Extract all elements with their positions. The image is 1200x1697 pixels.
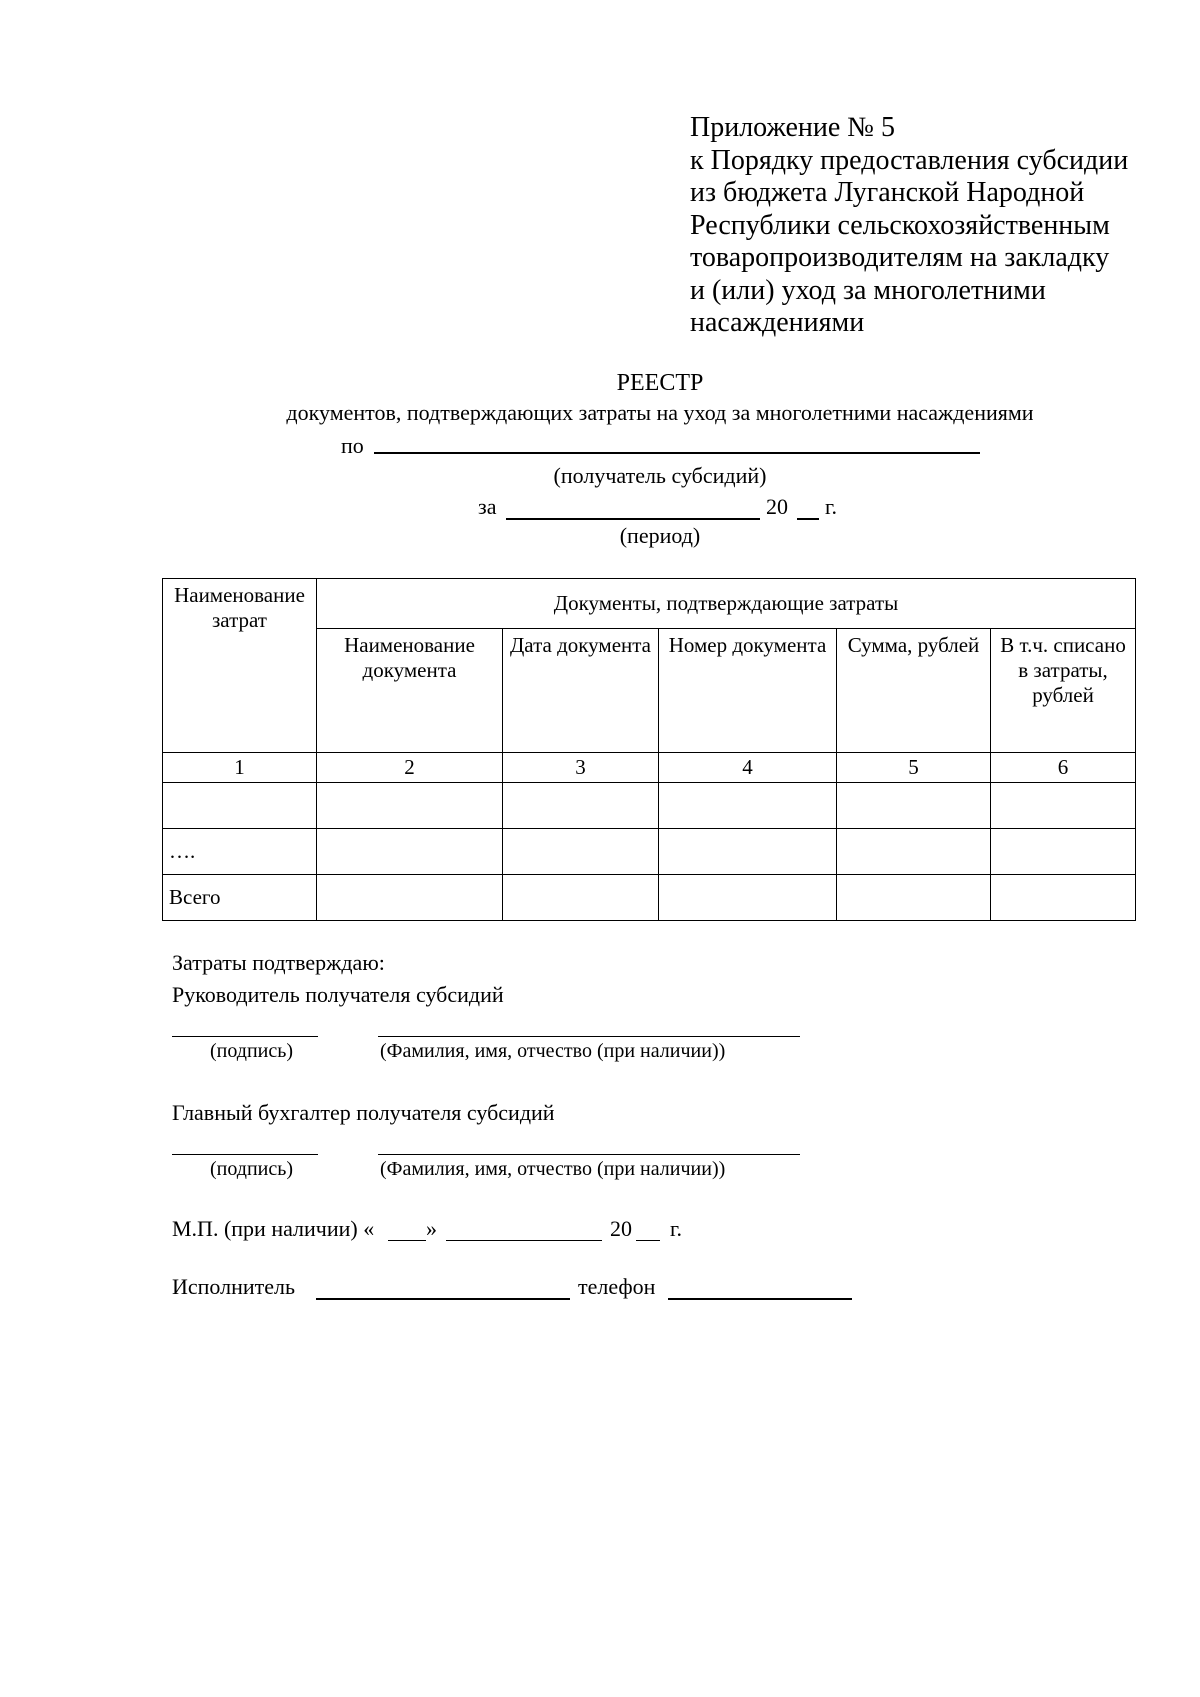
table-cell[interactable] [659, 783, 837, 829]
subheader-sum: Сумма, рублей [837, 629, 991, 753]
subheader-doc-number: Номер документа [659, 629, 837, 753]
document-subtitle: документов, подтверждающих затраты на уход за многолетними насаждениями [286, 400, 1034, 425]
name-caption: (Фамилия, имя, отчество (при наличии)) [380, 1040, 726, 1062]
accountant-name-line[interactable] [378, 1154, 800, 1155]
year-line[interactable] [797, 518, 819, 520]
period-caption: (период) [619, 523, 701, 548]
column-number-row [163, 753, 1136, 783]
table-cell[interactable] [503, 783, 659, 829]
table-cell[interactable] [659, 829, 837, 875]
accountant-title: Главный бухгалтер получателя субсидий [172, 1100, 555, 1125]
sign-caption: (подпись) [210, 1040, 294, 1062]
column-number: 2 [317, 753, 503, 783]
document-title: РЕЕСТР [616, 370, 704, 396]
year-prefix: 20 [766, 494, 788, 519]
year-suffix: г. [825, 494, 838, 519]
recipient-caption: (получатель субсидий) [553, 463, 767, 488]
stamp-close: » [426, 1216, 437, 1241]
subheader-doc-date: Дата документа [503, 629, 659, 753]
appendix-line: из бюджета Луганской Народной [690, 177, 1085, 208]
header-row [163, 579, 1136, 629]
za-label: за [478, 494, 497, 519]
column-number: 4 [659, 753, 837, 783]
confirm-label: Затраты подтверждаю: [172, 950, 385, 975]
stamp-month-line[interactable] [446, 1240, 602, 1241]
col1-header: Наименование затрат [163, 579, 317, 753]
table-cell[interactable] [317, 829, 503, 875]
table-cell[interactable] [503, 829, 659, 875]
column-number: 1 [163, 753, 317, 783]
appendix-line: товаропроизводителям на закладку [690, 242, 1110, 273]
stamp-prefix: М.П. (при наличии) « [172, 1216, 375, 1241]
head-signature-line[interactable] [172, 1036, 318, 1037]
column-number: 5 [837, 753, 991, 783]
table-cell[interactable] [837, 875, 991, 921]
appendix-heading [690, 112, 1170, 340]
table-cell[interactable] [837, 829, 991, 875]
table-row [163, 829, 1136, 875]
phone-line[interactable] [668, 1298, 852, 1300]
table-cell[interactable] [991, 875, 1136, 921]
stamp-suffix: г. [670, 1216, 683, 1241]
subheader-doc-name: Наименование документа [317, 629, 503, 753]
table-cell[interactable] [317, 875, 503, 921]
column-number: 3 [503, 753, 659, 783]
table-cell[interactable] [317, 783, 503, 829]
stamp-year: 20 [610, 1216, 632, 1241]
table-cell[interactable] [659, 875, 837, 921]
appendix-line: Приложение № 5 [690, 112, 895, 143]
table-row-total [163, 875, 1136, 921]
executor-line[interactable] [316, 1298, 570, 1300]
table-cell[interactable] [837, 783, 991, 829]
group-header: Документы, подтверждающие затраты [317, 579, 1136, 629]
row-label[interactable]: …. [163, 829, 317, 875]
stamp-year-line[interactable] [636, 1240, 660, 1241]
appendix-line: насаждениями [690, 307, 865, 338]
registry-table [162, 578, 1136, 921]
sign-caption: (подпись) [210, 1158, 294, 1180]
row-label[interactable] [163, 783, 317, 829]
recipient-line[interactable] [374, 452, 980, 454]
stamp-day-line[interactable] [388, 1240, 426, 1241]
appendix-line: Республики сельскохозяйственным [690, 209, 1110, 241]
phone-label: телефон [578, 1274, 656, 1299]
table-row [163, 783, 1136, 829]
name-caption: (Фамилия, имя, отчество (при наличии)) [380, 1158, 726, 1180]
po-label: по [341, 433, 364, 458]
executor-label: Исполнитель [172, 1274, 296, 1299]
head-title: Руководитель получателя субсидий [172, 982, 504, 1007]
subheader-written-off: В т.ч. списано в затраты, рублей [991, 629, 1136, 753]
table-cell[interactable] [991, 783, 1136, 829]
column-number: 6 [991, 753, 1136, 783]
appendix-line: к Порядку предоставления субсидии [690, 144, 1129, 176]
row-label[interactable]: Всего [163, 875, 317, 921]
appendix-line: и (или) уход за многолетними [690, 274, 1046, 306]
period-line[interactable] [506, 518, 760, 520]
head-name-line[interactable] [378, 1036, 800, 1037]
table-cell[interactable] [503, 875, 659, 921]
accountant-signature-line[interactable] [172, 1154, 318, 1155]
table-cell[interactable] [991, 829, 1136, 875]
